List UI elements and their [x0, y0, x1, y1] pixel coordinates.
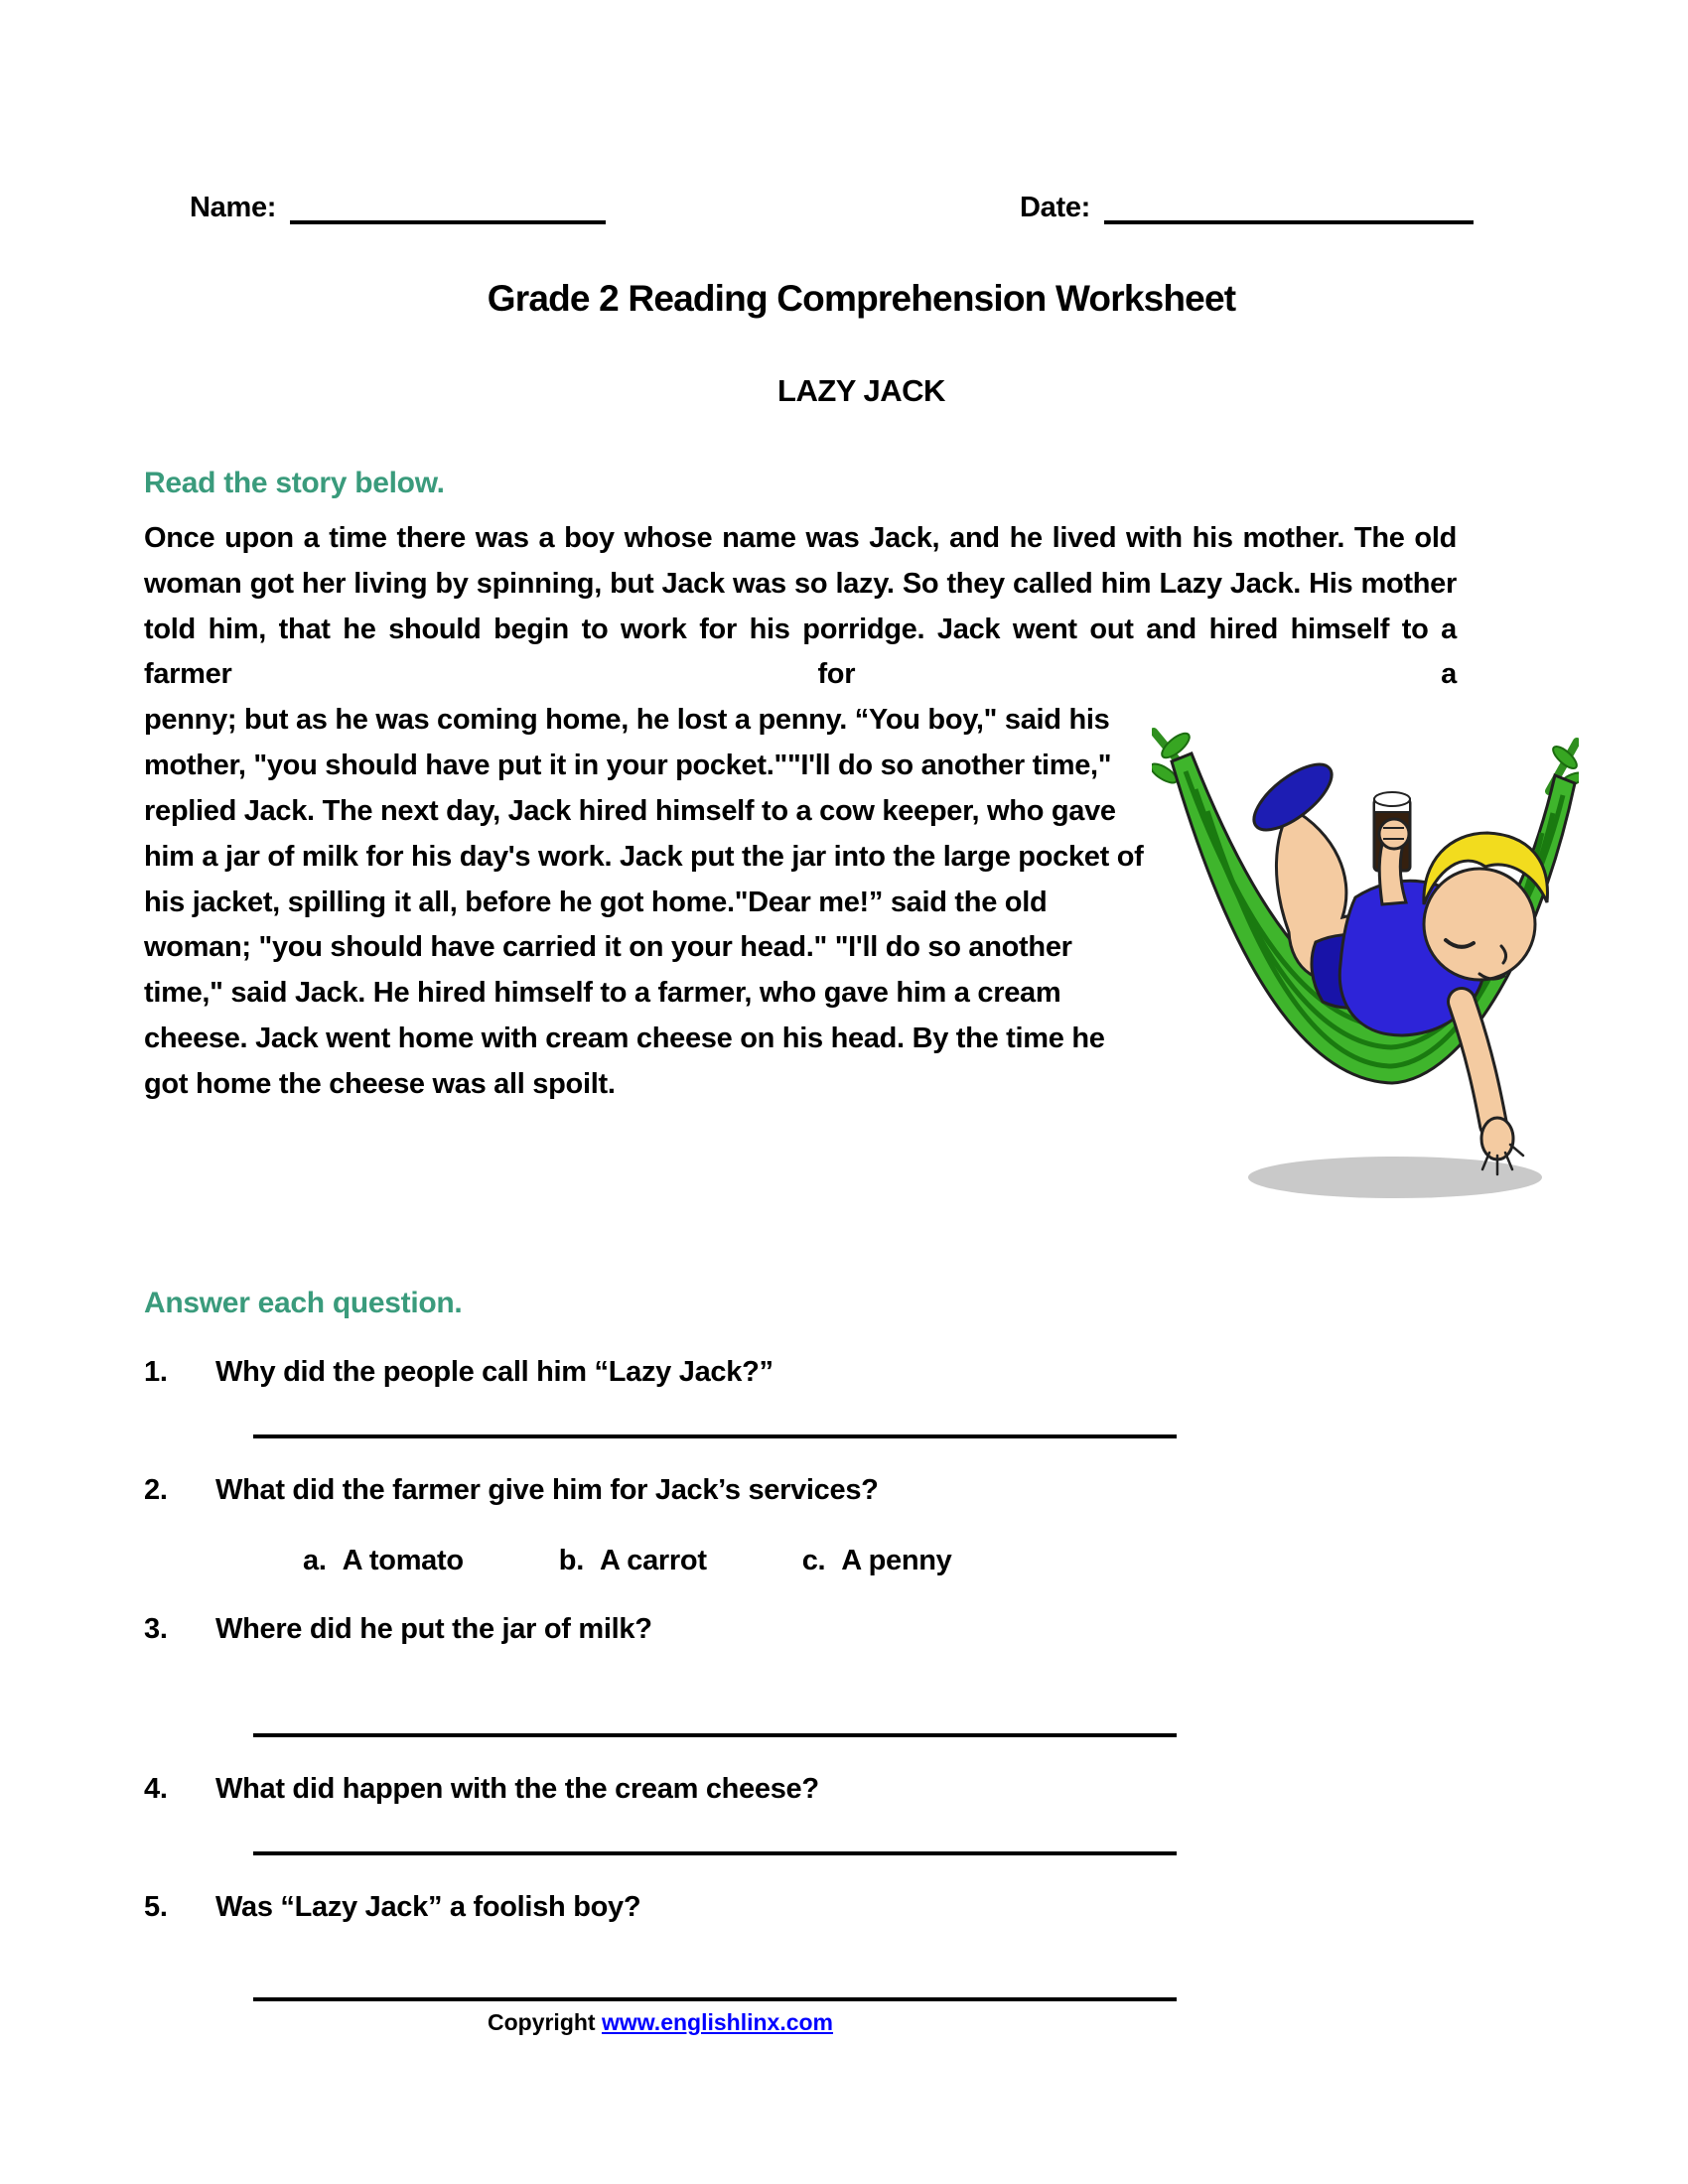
question-3-text: Where did he put the jar of milk? — [215, 1613, 652, 1646]
option-b — [559, 1545, 707, 1577]
answer-line-3 — [253, 1733, 1177, 1737]
question-1 — [144, 1356, 1579, 1389]
answer-questions-heading: Answer each question. — [144, 1287, 463, 1320]
date-label: Date: — [1019, 192, 1090, 223]
option-a — [303, 1545, 464, 1577]
question-5-number: 5. — [144, 1891, 168, 1924]
date-field-group — [1020, 191, 1474, 224]
story-row — [144, 698, 1579, 1205]
boy-in-hammock-illustration — [1152, 704, 1579, 1205]
question-5-text: Was “Lazy Jack” a foolish boy? — [215, 1891, 641, 1924]
question-4 — [144, 1773, 1579, 1806]
option-c-label: c. — [801, 1545, 826, 1577]
option-b-label: b. — [558, 1545, 584, 1577]
question-1-number: 1. — [144, 1356, 168, 1389]
question-2-text: What did the farmer give him for Jack’s services? — [215, 1474, 879, 1507]
name-label: Name: — [190, 192, 277, 223]
question-3 — [144, 1613, 1579, 1646]
page-title: Grade 2 Reading Comprehension Worksheet — [487, 278, 1236, 319]
englishlinx-link[interactable]: www.englishlinx.com — [601, 2009, 834, 2036]
hammock-scene-graphic — [1152, 704, 1579, 1200]
option-b-text: A carrot — [599, 1545, 707, 1577]
question-1-text: Why did the people call him “Lazy Jack?” — [215, 1356, 774, 1389]
story-paragraph-side: penny; but as he was coming home, he lost a penny. “You boy," said his mother, "you should have put it in your pocket.""I'll do so another time," replied Jack. The next day, Jack hired himself to a cow keeper, who gave him a jar of milk for his day's work. Jack put the jar into the large pocket of his jacket, spilling it all, before he got home."Dear me!” said the old woman; "you should have carried it on your head." "I'll do so another time," said Jack. He hired himself to a farmer, who gave him a cream cheese. Jack went home with cream cheese on his head. By the time he got home the cheese was all spoilt. — [144, 704, 1144, 1100]
name-date-row — [144, 191, 1579, 224]
question-4-number: 4. — [144, 1773, 168, 1806]
question-2-options — [303, 1545, 1579, 1577]
answer-line-5 — [253, 1997, 1177, 2001]
story-title: LAZY JACK — [777, 373, 945, 408]
question-2 — [144, 1474, 1579, 1507]
question-4-text: What did happen with the the cream cheese? — [215, 1773, 819, 1806]
date-blank-line — [1104, 191, 1474, 224]
story-paragraph-top: Once upon a time there was a boy whose name was Jack, and he lived with his mother. The old woman got her living by spinning, but Jack was so lazy. So they called him Lazy Jack. His mother told him, that he should begin to work for his porridge. Jack went out and hired himself to a farmer for a — [144, 522, 1457, 691]
option-c — [802, 1545, 952, 1577]
question-2-number: 2. — [144, 1474, 168, 1507]
answer-line-1 — [253, 1434, 1177, 1438]
question-5 — [144, 1891, 1579, 1924]
answer-line-4 — [253, 1851, 1177, 1855]
question-3-number: 3. — [144, 1613, 168, 1646]
copyright-label: Copyright — [487, 2009, 596, 2036]
option-c-text: A penny — [841, 1545, 952, 1577]
copyright-footer — [144, 2009, 1177, 2036]
name-field-group — [190, 191, 606, 224]
option-a-label: a. — [303, 1545, 327, 1577]
option-a-text: A tomato — [342, 1545, 464, 1577]
read-story-heading: Read the story below. — [144, 467, 445, 499]
name-blank-line — [290, 191, 606, 224]
